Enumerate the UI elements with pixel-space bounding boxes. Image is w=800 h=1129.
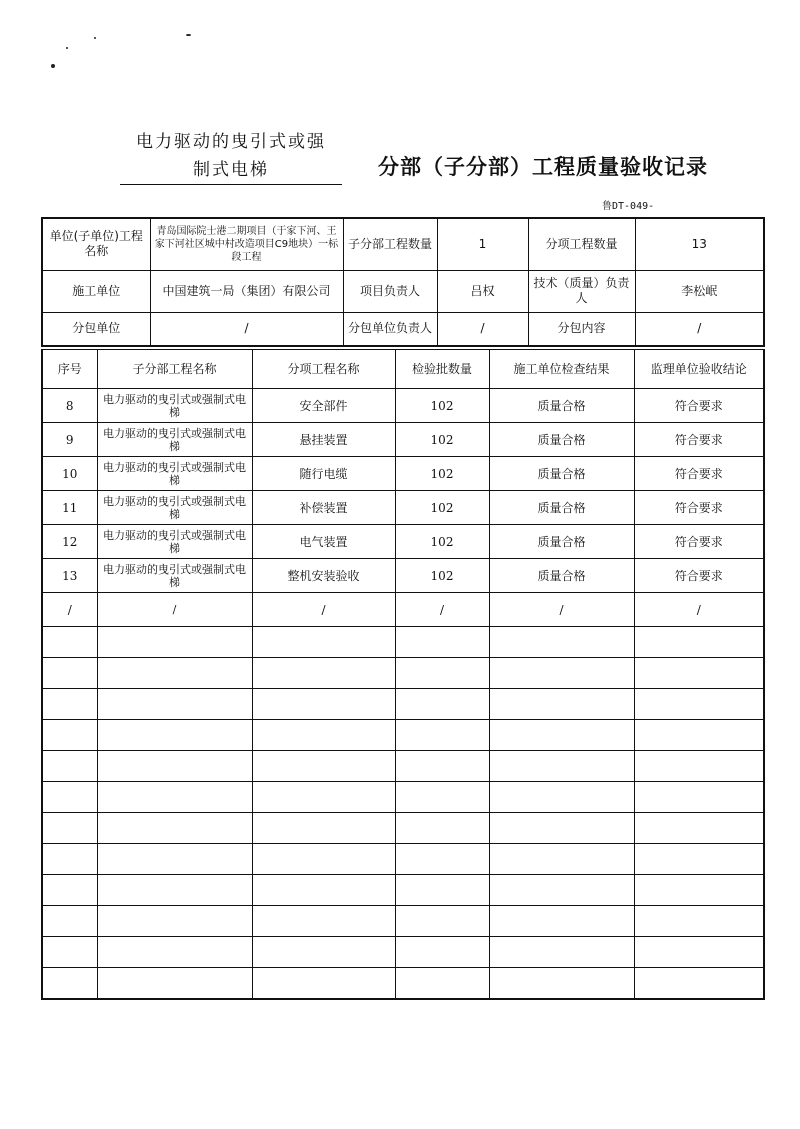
empty-cell <box>489 689 634 720</box>
empty-cell <box>252 658 395 689</box>
row-supervision-result: 符合要求 <box>634 491 764 525</box>
empty-cell <box>634 813 764 844</box>
empty-cell <box>42 782 97 813</box>
subcontract-value: / <box>150 312 343 346</box>
subcontract-row <box>42 312 764 346</box>
scan-speck <box>186 34 191 36</box>
empty-row <box>42 875 764 906</box>
row-batch: 102 <box>395 457 489 491</box>
construction-label: 施工单位 <box>42 270 150 312</box>
project-info-row <box>42 218 764 270</box>
table-row <box>42 491 764 525</box>
row-supervision-result: 符合要求 <box>634 423 764 457</box>
tech-label: 技术（质量）负责人 <box>528 270 635 312</box>
empty-cell <box>634 782 764 813</box>
column-header-batch: 检验批数量 <box>395 350 489 389</box>
empty-cell <box>252 968 395 999</box>
empty-cell <box>395 658 489 689</box>
empty-row <box>42 937 764 968</box>
document-code: 鲁DT-049- <box>602 201 655 212</box>
row-batch: / <box>395 593 489 627</box>
sub-count-value: 1 <box>437 218 528 270</box>
empty-cell <box>634 937 764 968</box>
row-number: 8 <box>42 389 97 423</box>
empty-cell <box>489 844 634 875</box>
empty-row <box>42 720 764 751</box>
row-supervision-result: 符合要求 <box>634 389 764 423</box>
empty-cell <box>97 689 252 720</box>
empty-cell <box>634 906 764 937</box>
empty-cell <box>634 689 764 720</box>
empty-cell <box>395 751 489 782</box>
row-item-name: / <box>252 593 395 627</box>
empty-cell <box>489 968 634 999</box>
row-sub-name: 电力驱动的曳引式或强制式电梯 <box>97 525 252 559</box>
empty-cell <box>395 844 489 875</box>
empty-cell <box>42 658 97 689</box>
item-count-value: 13 <box>635 218 764 270</box>
empty-cell <box>97 720 252 751</box>
column-header-construction-result: 施工单位检查结果 <box>489 350 634 389</box>
row-item-name: 补偿装置 <box>252 491 395 525</box>
column-header-item-name: 分项工程名称 <box>252 350 395 389</box>
row-item-name: 电气装置 <box>252 525 395 559</box>
title-left-line2: 制式电梯 <box>120 156 342 185</box>
empty-cell <box>395 720 489 751</box>
row-number: 13 <box>42 559 97 593</box>
empty-cell <box>42 844 97 875</box>
row-item-name: 安全部件 <box>252 389 395 423</box>
table-row <box>42 559 764 593</box>
empty-cell <box>489 720 634 751</box>
empty-row <box>42 782 764 813</box>
empty-cell <box>42 875 97 906</box>
item-count-label: 分项工程数量 <box>528 218 635 270</box>
empty-cell <box>42 627 97 658</box>
empty-cell <box>634 658 764 689</box>
table-row <box>42 525 764 559</box>
row-number: 10 <box>42 457 97 491</box>
empty-cell <box>97 813 252 844</box>
document-title-main: 分部（子分部）工程质量验收记录 <box>378 155 708 179</box>
empty-cell <box>42 906 97 937</box>
scan-speck <box>94 37 96 39</box>
column-header-row <box>42 350 764 389</box>
title-left-line1: 电力驱动的曳引式或强 <box>136 132 326 152</box>
empty-cell <box>42 751 97 782</box>
row-batch: 102 <box>395 525 489 559</box>
empty-cell <box>395 968 489 999</box>
table-row <box>42 457 764 491</box>
data-rows <box>42 389 764 627</box>
row-number: 11 <box>42 491 97 525</box>
row-sub-name: 电力驱动的曳引式或强制式电梯 <box>97 457 252 491</box>
tech-value: 李松岷 <box>635 270 764 312</box>
row-supervision-result: 符合要求 <box>634 457 764 491</box>
unit-label: 单位(子单位)工程名称 <box>42 218 150 270</box>
row-sub-name: 电力驱动的曳引式或强制式电梯 <box>97 491 252 525</box>
empty-cell <box>489 937 634 968</box>
empty-row <box>42 689 764 720</box>
row-construction-result: 质量合格 <box>489 525 634 559</box>
sub-pm-label: 分包单位负责人 <box>343 312 437 346</box>
row-item-name: 悬挂装置 <box>252 423 395 457</box>
scan-speck <box>51 64 55 68</box>
empty-cell <box>395 875 489 906</box>
empty-cell <box>252 906 395 937</box>
row-sub-name: 电力驱动的曳引式或强制式电梯 <box>97 423 252 457</box>
table-row <box>42 423 764 457</box>
empty-cell <box>42 937 97 968</box>
empty-cell <box>97 906 252 937</box>
empty-cell <box>395 906 489 937</box>
construction-row <box>42 270 764 312</box>
empty-cell <box>252 751 395 782</box>
row-construction-result: 质量合格 <box>489 559 634 593</box>
row-supervision-result: 符合要求 <box>634 559 764 593</box>
empty-cell <box>252 720 395 751</box>
row-supervision-result: / <box>634 593 764 627</box>
subcontract-label: 分包单位 <box>42 312 150 346</box>
row-batch: 102 <box>395 423 489 457</box>
row-supervision-result: 符合要求 <box>634 525 764 559</box>
row-construction-result: 质量合格 <box>489 389 634 423</box>
empty-row <box>42 844 764 875</box>
empty-cell <box>97 968 252 999</box>
sub-content-value: / <box>635 312 764 346</box>
inspection-items-table <box>41 349 765 1000</box>
table-row <box>42 389 764 423</box>
empty-cell <box>489 813 634 844</box>
empty-row <box>42 751 764 782</box>
empty-cell <box>252 627 395 658</box>
empty-cell <box>252 937 395 968</box>
pm-value: 吕权 <box>437 270 528 312</box>
empty-row <box>42 906 764 937</box>
empty-cell <box>97 627 252 658</box>
row-batch: 102 <box>395 389 489 423</box>
scan-speck <box>66 47 68 49</box>
pm-label: 项目负责人 <box>343 270 437 312</box>
empty-cell <box>42 968 97 999</box>
empty-cell <box>634 968 764 999</box>
empty-cell <box>634 720 764 751</box>
project-info-table <box>41 217 765 347</box>
empty-cell <box>252 813 395 844</box>
empty-cell <box>395 689 489 720</box>
empty-cell <box>42 689 97 720</box>
empty-cell <box>97 875 252 906</box>
column-header-no: 序号 <box>42 350 97 389</box>
row-sub-name: / <box>97 593 252 627</box>
sub-count-label: 子分部工程数量 <box>343 218 437 270</box>
empty-cell <box>97 751 252 782</box>
empty-cell <box>489 658 634 689</box>
empty-cell <box>634 875 764 906</box>
row-item-name: 随行电缆 <box>252 457 395 491</box>
document-title-left <box>120 128 342 185</box>
empty-cell <box>42 813 97 844</box>
unit-value: 青岛国际院士港二期项目（于家下河、王家下河社区城中村改造项目C9地块）一标段工程 <box>150 218 343 270</box>
empty-cell <box>489 906 634 937</box>
column-header-supervision-result: 监理单位验收结论 <box>634 350 764 389</box>
row-number: 12 <box>42 525 97 559</box>
empty-cell <box>252 782 395 813</box>
empty-row <box>42 968 764 999</box>
sub-pm-value: / <box>437 312 528 346</box>
empty-cell <box>634 751 764 782</box>
empty-cell <box>97 782 252 813</box>
row-construction-result: 质量合格 <box>489 423 634 457</box>
empty-cell <box>252 689 395 720</box>
empty-cell <box>489 875 634 906</box>
row-item-name: 整机安装验收 <box>252 559 395 593</box>
row-number: / <box>42 593 97 627</box>
row-batch: 102 <box>395 559 489 593</box>
row-sub-name: 电力驱动的曳引式或强制式电梯 <box>97 389 252 423</box>
table-row <box>42 593 764 627</box>
column-header-sub-name: 子分部工程名称 <box>97 350 252 389</box>
empty-cell <box>42 720 97 751</box>
empty-cell <box>634 844 764 875</box>
empty-cell <box>489 751 634 782</box>
empty-cell <box>634 627 764 658</box>
empty-cell <box>97 658 252 689</box>
row-construction-result: / <box>489 593 634 627</box>
empty-cell <box>395 782 489 813</box>
construction-value: 中国建筑一局（集团）有限公司 <box>150 270 343 312</box>
row-construction-result: 质量合格 <box>489 491 634 525</box>
blank-rows <box>42 627 764 999</box>
empty-cell <box>252 875 395 906</box>
empty-row <box>42 813 764 844</box>
empty-cell <box>395 937 489 968</box>
empty-row <box>42 627 764 658</box>
empty-cell <box>395 627 489 658</box>
empty-cell <box>489 627 634 658</box>
row-batch: 102 <box>395 491 489 525</box>
row-construction-result: 质量合格 <box>489 457 634 491</box>
empty-cell <box>395 813 489 844</box>
sub-content-label: 分包内容 <box>528 312 635 346</box>
empty-cell <box>252 844 395 875</box>
row-sub-name: 电力驱动的曳引式或强制式电梯 <box>97 559 252 593</box>
empty-cell <box>489 782 634 813</box>
empty-cell <box>97 844 252 875</box>
empty-row <box>42 658 764 689</box>
row-number: 9 <box>42 423 97 457</box>
empty-cell <box>97 937 252 968</box>
